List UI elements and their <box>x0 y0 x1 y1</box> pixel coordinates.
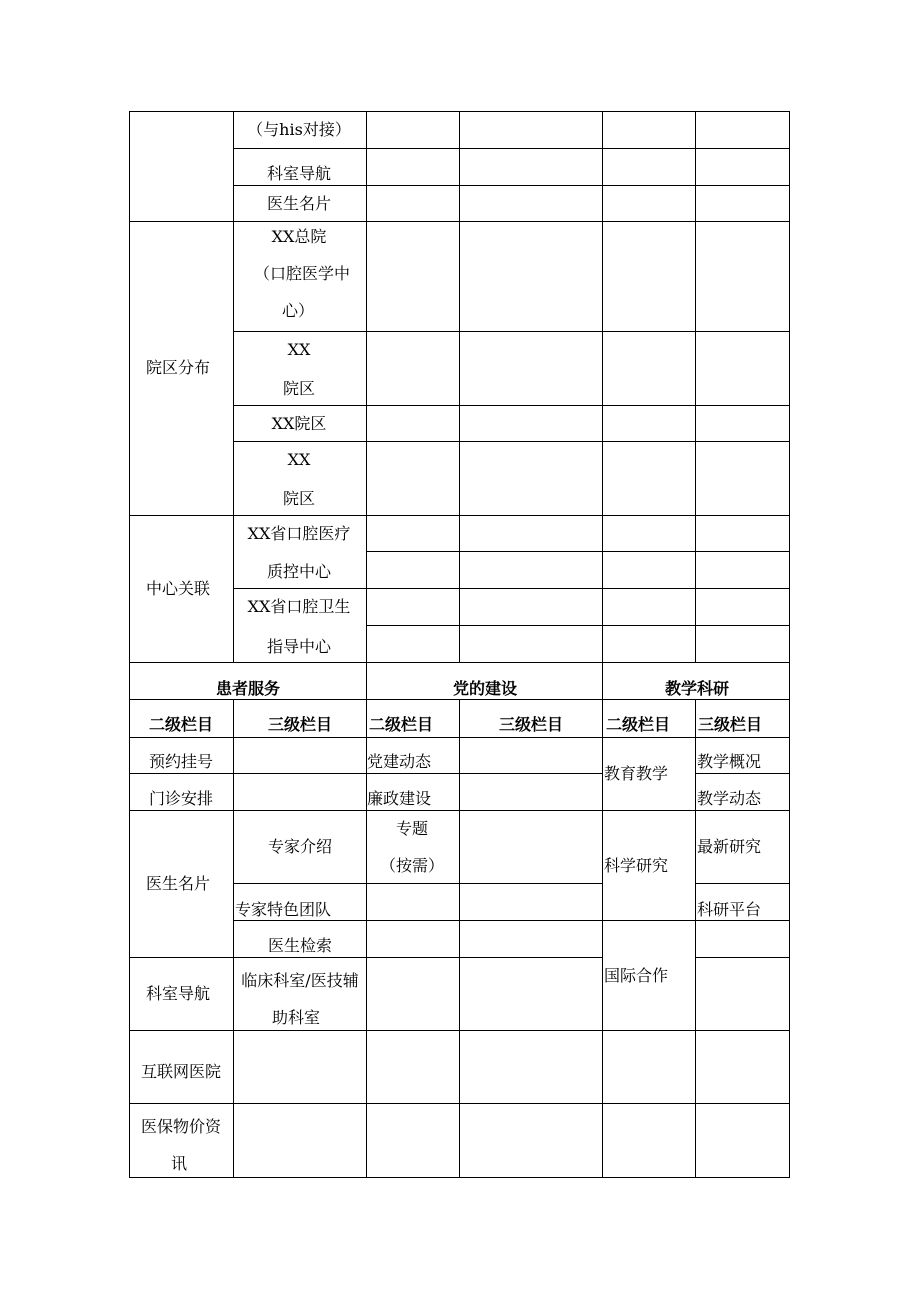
grid-line <box>129 662 789 663</box>
cell-his-docking: （与his对接） <box>247 120 351 139</box>
cell-expert-intro: 专家介绍 <box>267 837 333 856</box>
cell-scientific-research: 科学研究 <box>604 856 669 875</box>
grid-line <box>695 957 789 958</box>
grid-line <box>602 111 603 662</box>
grid-line <box>233 588 789 589</box>
table-border-bottom <box>129 1177 789 1178</box>
cell-doctor-card: 医生名片 <box>145 874 211 893</box>
cell-center-relation: 中心关联 <box>145 579 211 598</box>
cell-teaching-overview: 教学概况 <box>697 752 762 771</box>
cell-guide-center-line1: XX省口腔卫生 <box>247 597 351 616</box>
cell-special-topic-line1: 专题 <box>395 819 429 838</box>
grid-line <box>129 1103 789 1104</box>
grid-line <box>233 148 789 149</box>
cell-doctor-card: 医生名片 <box>266 194 332 213</box>
grid-line <box>233 405 789 406</box>
grid-line <box>602 699 603 1177</box>
grid-line <box>695 699 696 1177</box>
cell-research-platform: 科研平台 <box>697 900 762 919</box>
cell-internet-hospital: 互联网医院 <box>140 1062 222 1081</box>
table-border-left <box>129 111 130 1178</box>
section-header-patient-service: 患者服务 <box>215 679 281 698</box>
grid-line <box>602 662 603 699</box>
grid-line <box>233 111 234 662</box>
cell-main-campus-line1: XX总院 <box>271 227 327 246</box>
cell-outpatient-schedule: 门诊安排 <box>148 789 214 808</box>
cell-dept-navigation: 科室导航 <box>266 164 332 183</box>
cell-expert-team: 专家特色团队 <box>235 900 332 919</box>
cell-qc-center-line2: 质控中心 <box>266 562 332 581</box>
cell-clinical-dept-line2: 助科室 <box>271 1008 321 1027</box>
grid-line <box>695 111 696 662</box>
cell-appointment: 预约挂号 <box>148 752 214 771</box>
cell-doctor-search: 医生检索 <box>267 936 333 955</box>
column-header-level3: 三级栏目 <box>498 715 564 734</box>
cell-latest-research: 最新研究 <box>697 837 762 856</box>
grid-line <box>695 773 789 774</box>
grid-line <box>233 883 602 884</box>
cell-teaching-dynamics: 教学动态 <box>697 789 762 808</box>
grid-line <box>366 625 789 626</box>
cell-clinical-dept-line1: 临床科室/医技辅 <box>241 971 359 990</box>
cell-campus4-line2: 院区 <box>282 489 316 508</box>
cell-campus3: XX院区 <box>271 414 327 433</box>
grid-line <box>129 773 602 774</box>
column-header-level2: 二级栏目 <box>148 715 214 734</box>
section-header-party-building: 党的建设 <box>452 679 518 698</box>
cell-main-campus-line3: 心） <box>281 301 315 320</box>
section-header-teaching-research: 教学科研 <box>664 679 730 698</box>
grid-line <box>129 737 789 738</box>
grid-line <box>695 883 789 884</box>
cell-campus-distribution: 院区分布 <box>145 358 211 377</box>
grid-line <box>233 331 789 332</box>
grid-line <box>366 111 367 662</box>
cell-insurance-line1: 医保物价资 <box>140 1117 222 1136</box>
grid-line <box>129 221 789 222</box>
table-border-right <box>789 111 790 1178</box>
grid-line <box>459 699 460 1177</box>
cell-dept-navigation: 科室导航 <box>145 984 211 1003</box>
cell-integrity: 廉政建设 <box>367 789 432 808</box>
grid-line <box>366 551 789 552</box>
grid-line <box>233 920 789 921</box>
column-header-level2: 二级栏目 <box>368 715 434 734</box>
cell-education-teaching: 教育教学 <box>604 764 669 783</box>
cell-guide-center-line2: 指导中心 <box>266 637 332 656</box>
grid-line <box>129 515 789 516</box>
cell-campus2-line1: XX <box>287 340 311 359</box>
cell-main-campus-line2: （口腔医学中 <box>253 264 351 283</box>
grid-line <box>233 185 789 186</box>
column-header-level3: 三级栏目 <box>697 715 763 734</box>
cell-campus2-line2: 院区 <box>282 379 316 398</box>
grid-line <box>233 699 234 1177</box>
grid-line <box>129 1030 789 1031</box>
grid-line <box>129 810 789 811</box>
column-header-level3: 三级栏目 <box>267 715 333 734</box>
cell-party-news: 党建动态 <box>367 752 432 771</box>
grid-line <box>233 441 789 442</box>
cell-international-cooperation: 国际合作 <box>604 966 669 985</box>
cell-insurance-line2: 讯 <box>170 1154 188 1173</box>
grid-line <box>459 111 460 662</box>
grid-line <box>129 957 602 958</box>
cell-qc-center-line1: XX省口腔医疗 <box>247 524 351 543</box>
grid-line <box>366 662 367 699</box>
cell-special-topic-line2: （按需） <box>379 856 445 875</box>
cell-campus4-line1: XX <box>287 450 311 469</box>
column-header-level2: 二级栏目 <box>605 715 671 734</box>
